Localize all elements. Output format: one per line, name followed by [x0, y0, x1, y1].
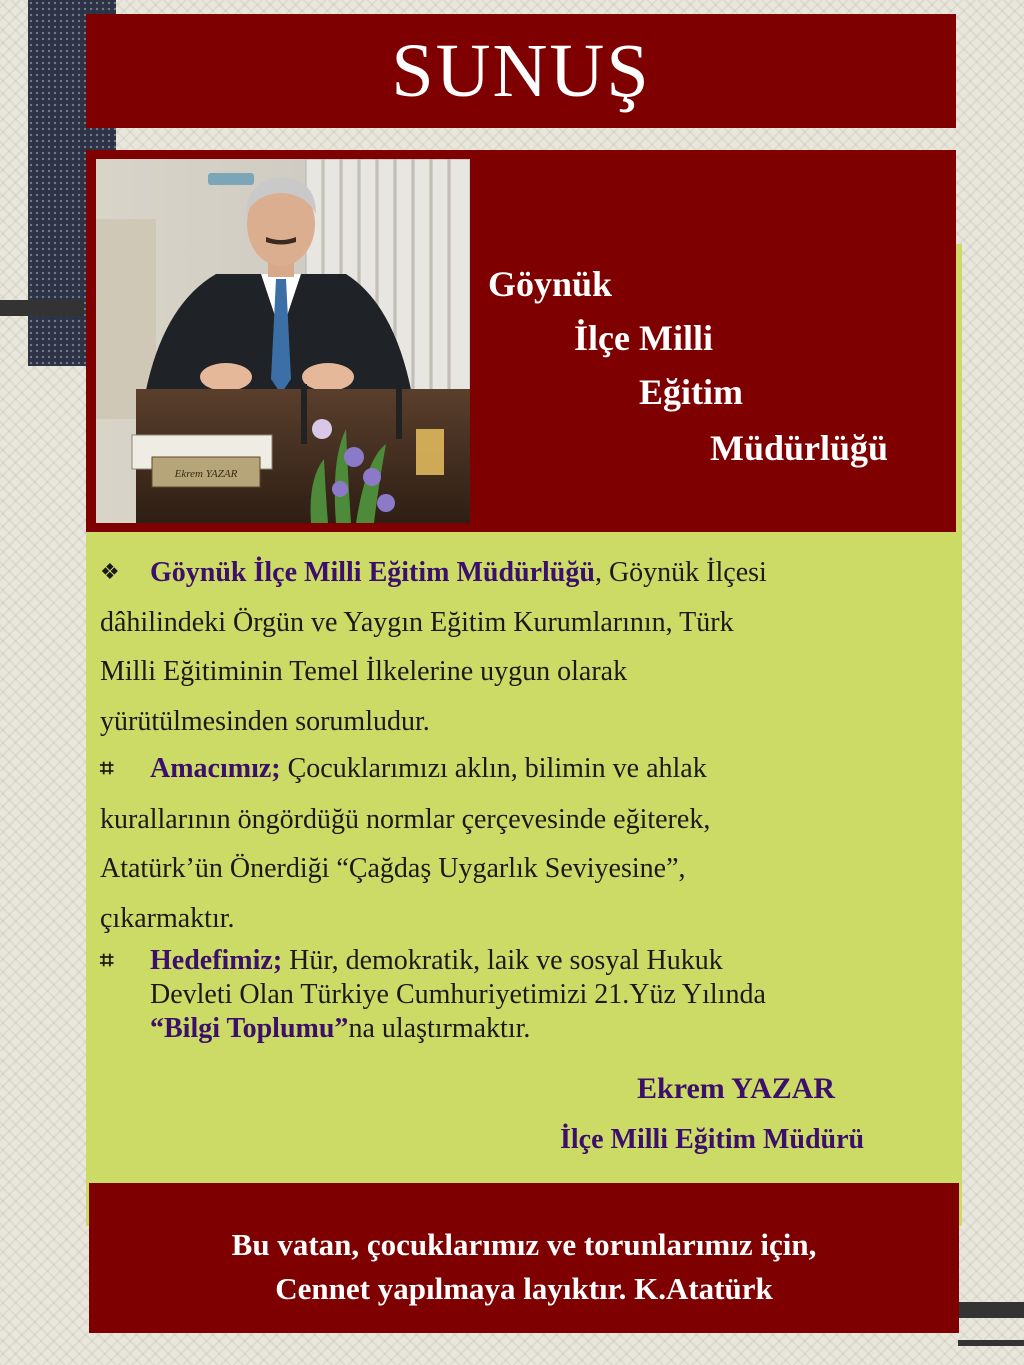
- paragraph-text: , Göynük İlçesi: [594, 557, 767, 588]
- paragraph-text: na ulaştırmaktır.: [348, 1013, 531, 1044]
- page-title: SUNUŞ: [391, 28, 651, 113]
- quote-line-2: Cennet yapılmaya layıktır. K.Atatürk: [275, 1271, 773, 1306]
- paragraph-text: çıkarmaktır.: [100, 902, 235, 934]
- target-line-1: [100, 944, 940, 978]
- nameplate-text: Ekrem YAZAR: [174, 468, 238, 480]
- decorative-bar-left: [0, 300, 84, 316]
- paragraph-text: Milli Eğitiminin Temel İlkelerine uygun olarak: [100, 656, 628, 687]
- decorative-bar-right: [958, 1302, 1024, 1318]
- header-line-3: Eğitim: [639, 372, 743, 412]
- signature-role: İlçe Milli Eğitim Müdürü: [560, 1124, 865, 1155]
- director-photo: [96, 159, 470, 523]
- paragraph-goal: [100, 744, 940, 943]
- diamond-bullet-icon: ❖: [100, 559, 120, 584]
- target-label: Hedefimiz;: [150, 945, 283, 976]
- quote-line-1: Bu vatan, çocuklarımız ve torunlarımız için,: [231, 1227, 817, 1262]
- target-line-3: [100, 1012, 940, 1046]
- header-line-2: İlçe Milli: [574, 318, 713, 358]
- hash-bullet-icon: ⌗: [100, 756, 114, 782]
- header-line-4: Müdürlüğü: [710, 428, 889, 468]
- goal-label: Amacımız;: [150, 753, 281, 784]
- paragraph-text: yürütülmesinden sorumludur.: [100, 705, 430, 737]
- paragraph-text: kurallarının öngördüğü normlar çerçevesinde eğiterek,: [100, 803, 711, 835]
- info-society-label: “Bilgi Toplumu”: [150, 1013, 349, 1044]
- paragraph-text: Hür, demokratik, laik ve sosyal Hukuk: [282, 945, 723, 976]
- paragraph-text: dâhilindeki Örgün ve Yaygın Eğitim Kurumlarının, Türk: [100, 606, 734, 638]
- signature-name: Ekrem YAZAR: [637, 1072, 836, 1105]
- header-panel: [86, 150, 956, 532]
- decorative-bar-right-thin: [958, 1340, 1024, 1346]
- paragraph-text: Çocuklarımızı aklın, bilimin ve ahlak: [280, 753, 707, 784]
- institution-name: Göynük İlçe Milli Eğitim Müdürlüğü: [150, 557, 595, 588]
- paragraph-text: Devleti Olan Türkiye Cumhuriyetimizi 21.Yüz Yılında: [150, 979, 766, 1010]
- paragraph-target: [100, 944, 940, 1046]
- quote-banner: [89, 1183, 959, 1333]
- header-line-1: Göynük: [488, 264, 613, 304]
- paragraph-text: Atatürk’ün Önerdiği “Çağdaş Uygarlık Seviyesine”,: [100, 853, 686, 884]
- hash-bullet-icon: ⌗: [100, 948, 114, 974]
- paragraph-mission: [100, 547, 940, 746]
- title-banner: [86, 14, 956, 128]
